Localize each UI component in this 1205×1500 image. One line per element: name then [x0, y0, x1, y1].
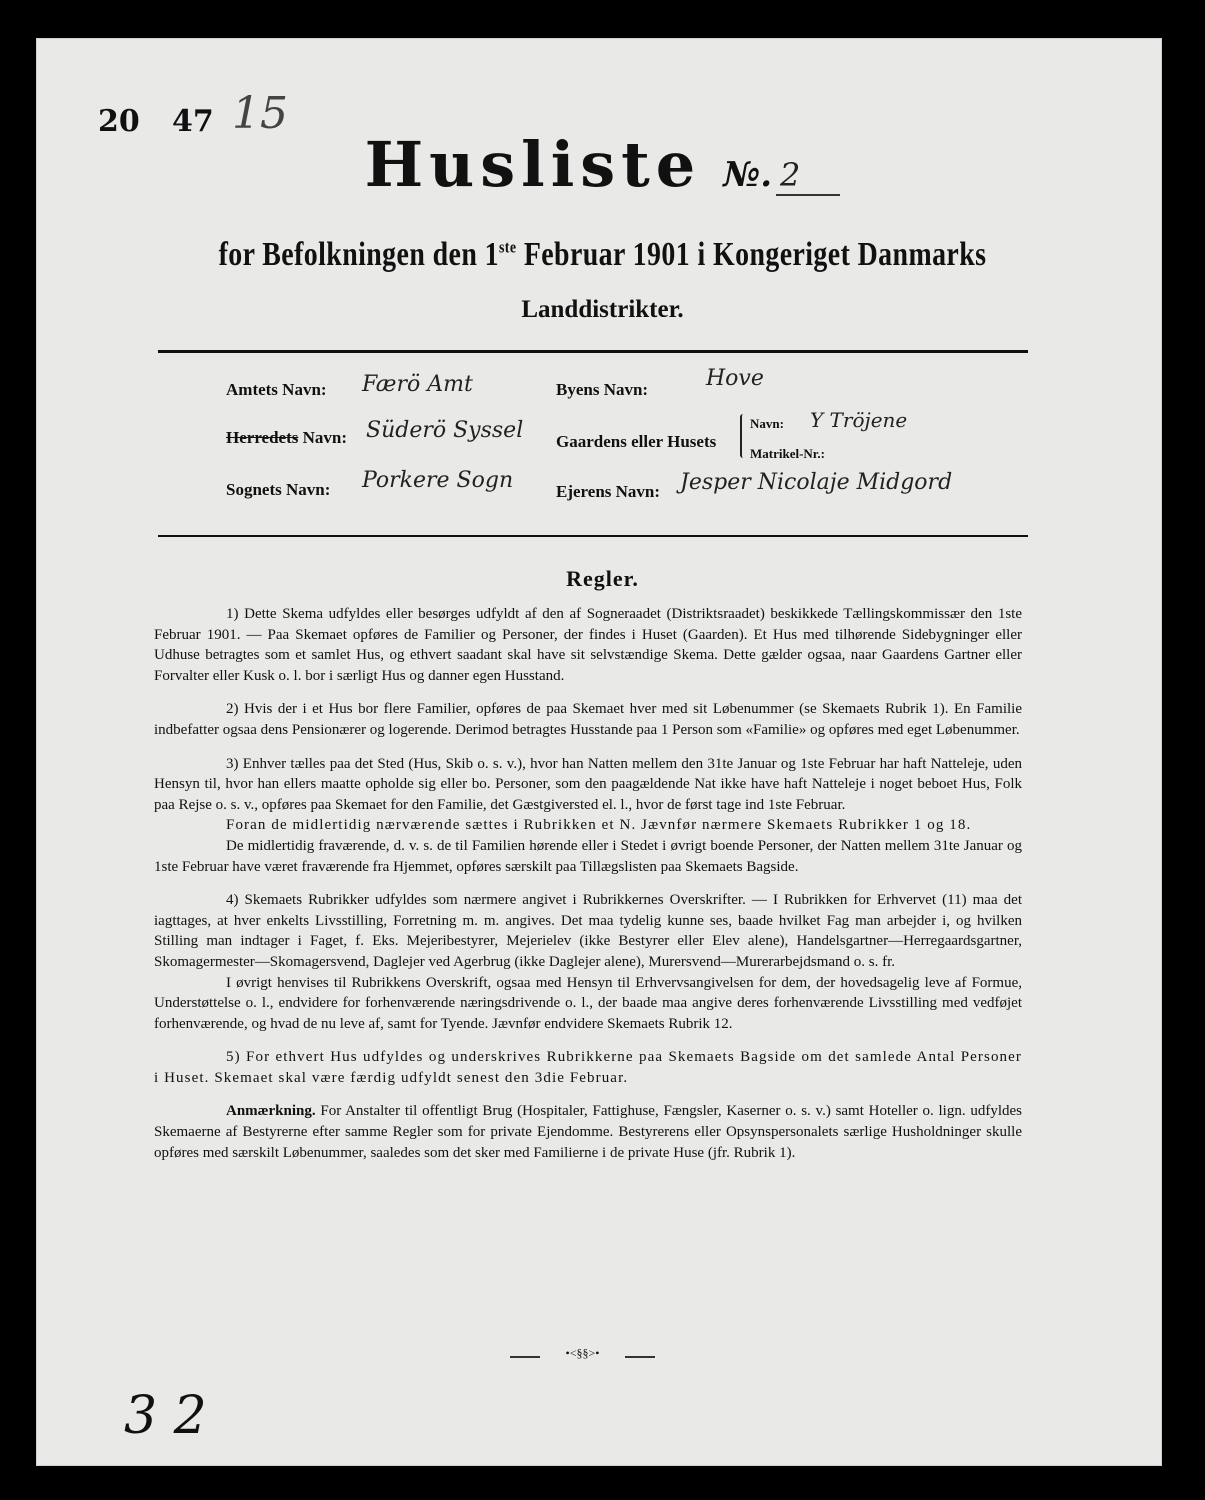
matrikel-label: Matrikel-Nr.: — [750, 446, 825, 461]
subtitle-superscript: ste — [498, 237, 517, 257]
ejer-label: Ejerens Navn: — [556, 482, 661, 501]
rules-body — [154, 604, 1022, 1163]
annotation-text: For Anstalter til offentligt Brug (Hospitaler, Fattighuse, Fængsler, Kaserner o. s. v.) samt Hoteller o. lign. udfyldes Skemaerne af Bestyrerne efter samme Regler som for private Ejendomme. Bestyrerens eller Opsynspersonalets særlige Husholdninger skulle opføres med særskilt Løbenummer, saaledes som det sker med Familierne i de private Huse (jfr. Rubrik 1). — [154, 1103, 1022, 1161]
herred-struck-word: Herredets — [226, 428, 299, 447]
herred-value: Süderö Syssel — [366, 418, 524, 443]
ejer-value: Jesper Nicolaje Midgord — [680, 470, 953, 495]
rule-3: 3) Enhver tælles paa det Sted (Hus, Skib o. s. v.), hvor han Natten mellem den 31te Januar og 1ste Februar har haft Natteleje, uden Hensyn til, hvor han ellers maatte opholde sig eller bo. Personer, som den paagældende Nat ikke have haft Natteleje i noget beboet Hus, Folk paa Rejse o. s. v., opføres paa Skemaet for den Familie, det Gæstgiversted el. l., hvor de først tage ind 1ste Februar. — [154, 755, 1022, 813]
annotation-label: Anmærkning. — [226, 1103, 316, 1120]
subtitle-part-a: for Befolkningen den 1 — [218, 236, 499, 273]
field-brace — [740, 414, 747, 458]
amt-label: Amtets Navn: — [226, 380, 327, 399]
by-label: Byens Navn: — [556, 380, 649, 399]
annotation — [154, 1101, 1022, 1163]
herred-label-text: Navn: — [298, 428, 348, 447]
gaard-label: Gaardens eller Husets — [556, 432, 717, 451]
house-list-number: 2 — [776, 156, 840, 196]
district-type: Landdistrikter. — [521, 296, 684, 323]
sogn-value: Porkere Sogn — [362, 468, 514, 493]
rule-4: 4) Skemaets Rubrikker udfyldes som nærmere angivet i Rubrikkernes Overskrifter. — I Rubrikken for Erhvervet (11) maa det iagttages, at hver enkelts Livsstilling, Forretning m. m. angives. Det maa tydelig kunne ses, baade hvilket Fag man arbejder i, og hvilken Stilling man indtager i Faget, f. Eks. Mejeribestyrer, Mejerielev (ikke Bestyrer eller Elev alene), Handelsgartner—Herregaardsgartner, Skomagermester—Skomagersvend, Daglejer ved Agerbrug (ikke Daglejer alene), Murersvend—Murerarbejdsmand o. s. fr. — [154, 892, 1022, 970]
rule-5: 5) For ethvert Hus udfyldes og underskrives Rubrikkerne paa Skemaets Bagside om det samlede Antal Personer i Huset. Skemaet skal være færdig udfyldt senest den 3die Februar. — [154, 1049, 1022, 1086]
form-title — [0, 128, 1205, 201]
sogn-label: Sognets Navn: — [226, 480, 331, 499]
handwritten-page-number: 15 — [232, 88, 288, 139]
amt-value: Færö Amt — [362, 372, 473, 397]
form-number-a: 20 — [98, 104, 140, 139]
number-label: №. — [723, 155, 773, 195]
rules-heading: Regler. — [566, 566, 639, 591]
herred-label — [226, 428, 347, 448]
subtitle-part-b: Februar 1901 i Kongeriget Danmarks — [516, 236, 987, 273]
bottom-divider — [158, 535, 1028, 537]
form-subtitle — [108, 236, 1096, 274]
rule-4b: I øvrigt henvises til Rubrikkens Overskrift, ogsaa med Hensyn til Erhvervsangivelsen for dem, der hovedsagelig leve af Formue, Understøttelse o. l., endvidere for forhenværende næringsdrivende o. l., der baade maa angive deres forhenværende Livsstilling med vedføjet forhenværende, og hvad de nu leve af, samt for Tyende. Jævnfør endvidere Skemaets Rubrik 12. — [154, 974, 1022, 1032]
handwritten-bottom-number: 3 2 — [124, 1386, 207, 1446]
top-divider — [158, 350, 1028, 353]
navn-label: Navn: — [750, 416, 784, 431]
ornament: •<§§>• — [540, 1346, 625, 1361]
rule-3c: De midlertidig fraværende, d. v. s. de til Familien hørende eller i Stedet i øvrigt boende Personer, der Natten mellem 31te Januar og 1ste Februar have været fraværende fra Hjemmet, opføres særskilt paa Tillægslisten paa Skemaets Bagside. — [154, 837, 1022, 875]
rule-2: 2) Hvis der i et Hus bor flere Familier, opføres de paa Skemaet hver med sit Løbenummer (se Skemaets Rubrik 1). En Familie indbefatter ogsaa dens Pensionærer og logerende. Derimod betragtes Husstande paa 1 Person som «Familie» og opføres med eget Løbenummer. — [154, 701, 1022, 738]
form-number-b: 47 — [172, 104, 214, 139]
title-text: Husliste — [364, 128, 702, 201]
by-value: Hove — [706, 366, 764, 391]
navn-value: Y Tröjene — [810, 408, 908, 432]
rule-3b: Foran de midlertidig nærværende sættes i Rubrikken et N. Jævnfør nærmere Skemaets Rubrikker 1 og 18. — [226, 817, 972, 834]
rule-1: 1) Dette Skema udfyldes eller besørges udfyldt af den af Sogneraadet (Distriktsraadet) beskikkede Tællingskommissær den 1ste Februar 1901. — Paa Skemaet opføres de Familier og Personer, der findes i Huset (Gaarden). Et Hus med tilhørende Sidebygninger eller Udhuse betragtes som et samlet Hus, og ethvert saadant skal have sit selvstændige Skema. Dette gælder ogsaa, naar Gaardens Gartner eller Forvalter eller Kusk o. l. bor i særligt Hus og danner egen Husstand. — [154, 606, 1022, 684]
